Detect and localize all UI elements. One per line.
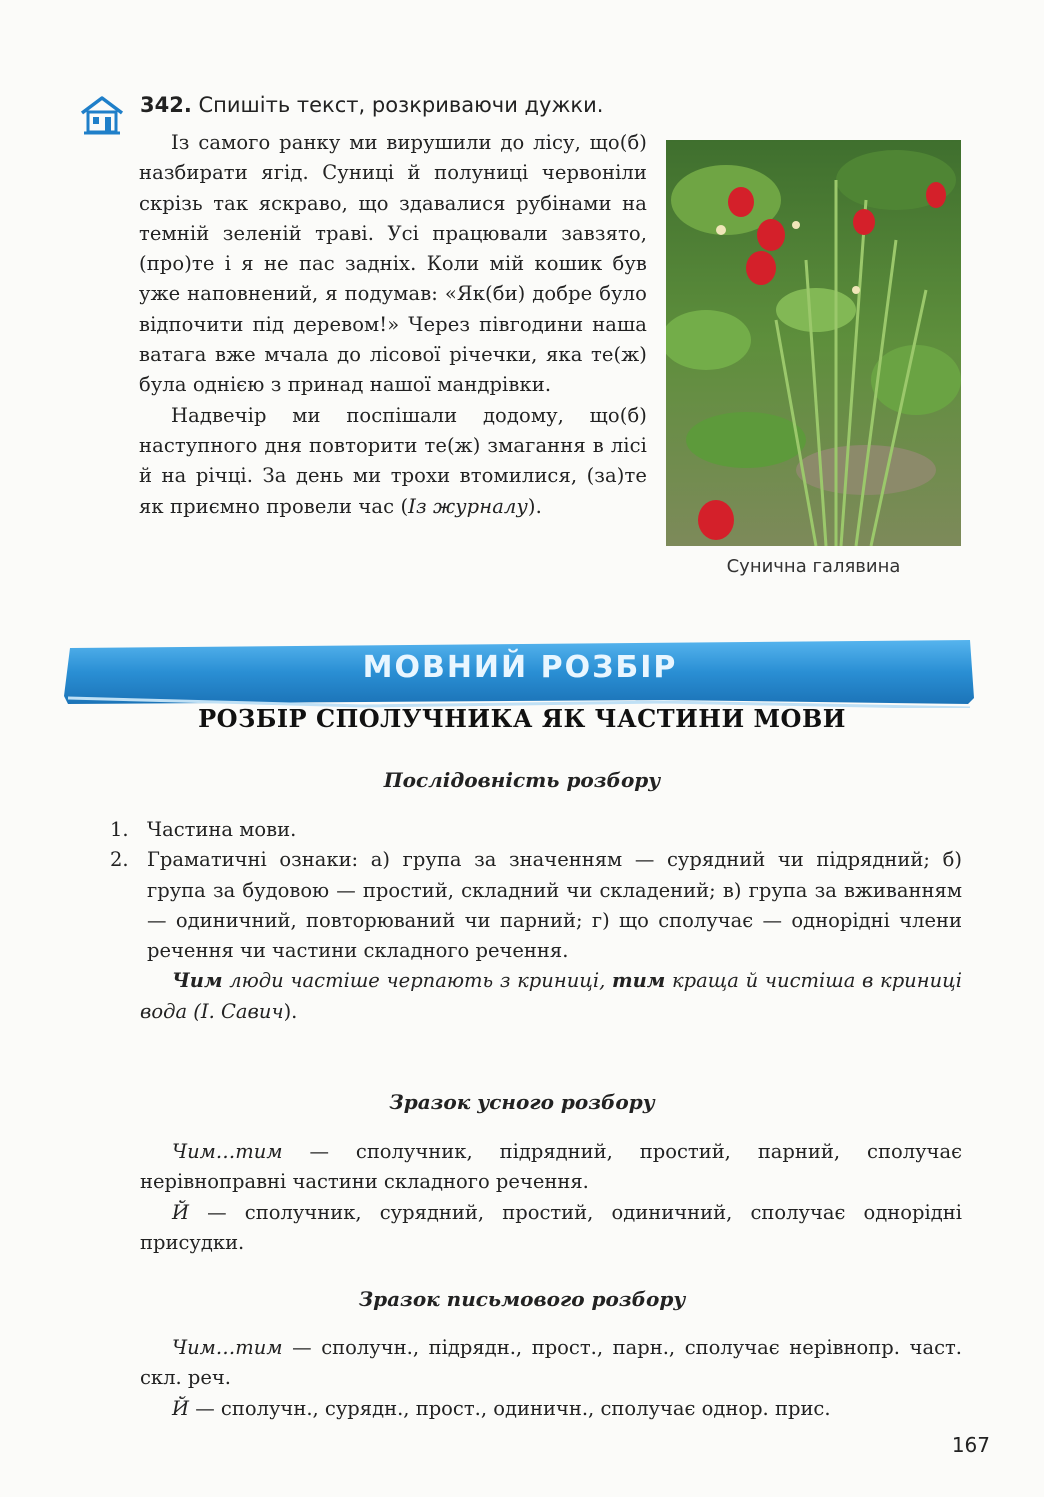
exercise-text: [139, 128, 647, 522]
written-item: [140, 1394, 962, 1424]
example-text-2: краща й чистіша в криниці вода (: [140, 969, 962, 1023]
oral-heading: Зразок усного розбору: [389, 1090, 655, 1114]
written-text: — сполучн., підрядн., прост., парн., сполучає нерівнопр. част. скл. реч.: [140, 1336, 962, 1390]
written-heading: Зразок письмового розбору: [358, 1287, 686, 1311]
strawberry-illustration: [666, 140, 961, 546]
example-conj-1: Чим: [172, 969, 223, 993]
step-number: 1.: [110, 818, 129, 841]
page-number: 167: [951, 1433, 990, 1457]
exercise-paragraph-2: [139, 401, 647, 522]
order-heading: Послідовність розбору: [383, 768, 661, 792]
exercise-paragraph-1: Із самого ранку ми вирушили до лісу, що(б) назбирати ягід. Суниці й полуниці червоніли скрізь так яскраво, що здавалися рубінами на темній зеленій траві. Усі працювали завзято, (про)те і я не пас задніх. Коли мій кошик був уже наповнений, я подумав: «Як(би) добре було відпочити під деревом!» Через півгодини наша ватага вже мчала до лісової річечки, яка те(ж) була однією з принад нашої мандрівки.: [139, 131, 647, 397]
written-term: Чим…тим: [172, 1336, 283, 1359]
example-author: І. Савич: [200, 999, 284, 1023]
step-item: [110, 845, 962, 966]
step-item: [110, 815, 962, 845]
written-text: — сполучн., сурядн., прост., одиничн., сполучає однор. прис.: [189, 1396, 831, 1420]
written-term: Й: [172, 1396, 190, 1420]
paragraph-2-text: Надвечір ми поспішали додому, що(б) наступного дня повторити те(ж) змагання в лісі й на річці. За день ми трохи втомилися, (за)те як приємно провели час (: [139, 403, 647, 518]
oral-text: — сполучник, сурядний, простий, одиничний, сполучає однорідні присудки.: [140, 1200, 962, 1254]
source-close: ).: [527, 494, 542, 518]
oral-item: [140, 1198, 962, 1259]
exercise-heading: [140, 93, 603, 117]
written-item: [140, 1333, 962, 1394]
exercise-number: 342.: [140, 93, 192, 117]
exercise-instruction: Спишіть текст, розкриваючи дужки.: [198, 93, 604, 117]
photo-caption: Сунична галявина: [726, 556, 901, 577]
example-conj-2: тим: [611, 969, 666, 993]
written-analysis: [140, 1333, 962, 1424]
example-end: ).: [283, 999, 298, 1023]
oral-text: — сполучник, підрядний, простий, парний, сполучає нерівноправні частини складного речення.: [140, 1140, 962, 1194]
step-text: Граматичні ознаки: а) група за значенням — сурядний чи підрядний; б) група за будовою — простий, складний чи складений; в) група за вживанням — одиничний, повторюваний чи парний; г) що сполучає — однорідні члени речення чи частини складного речення.: [147, 848, 962, 963]
exercise-source: Із журналу: [408, 494, 528, 518]
step-text: Частина мови.: [147, 818, 297, 841]
strawberry-photo: [666, 140, 961, 546]
oral-analysis: [140, 1137, 962, 1258]
section-title: РОЗБІР СПОЛУЧНИКА ЯК ЧАСТИНИ МОВИ: [198, 704, 846, 733]
oral-item: [140, 1137, 962, 1198]
oral-term: Чим…тим: [172, 1140, 283, 1163]
example-sentence: [140, 966, 962, 1027]
banner-title: МОВНИЙ РОЗБІР: [362, 650, 678, 685]
step-number: 2.: [110, 848, 129, 872]
order-steps-block: [110, 815, 962, 1027]
homework-house-icon: [80, 95, 124, 135]
example-text-1: люди частіше черпають з криниці,: [222, 969, 612, 993]
order-steps: [110, 815, 962, 966]
oral-term: Й: [172, 1200, 190, 1224]
